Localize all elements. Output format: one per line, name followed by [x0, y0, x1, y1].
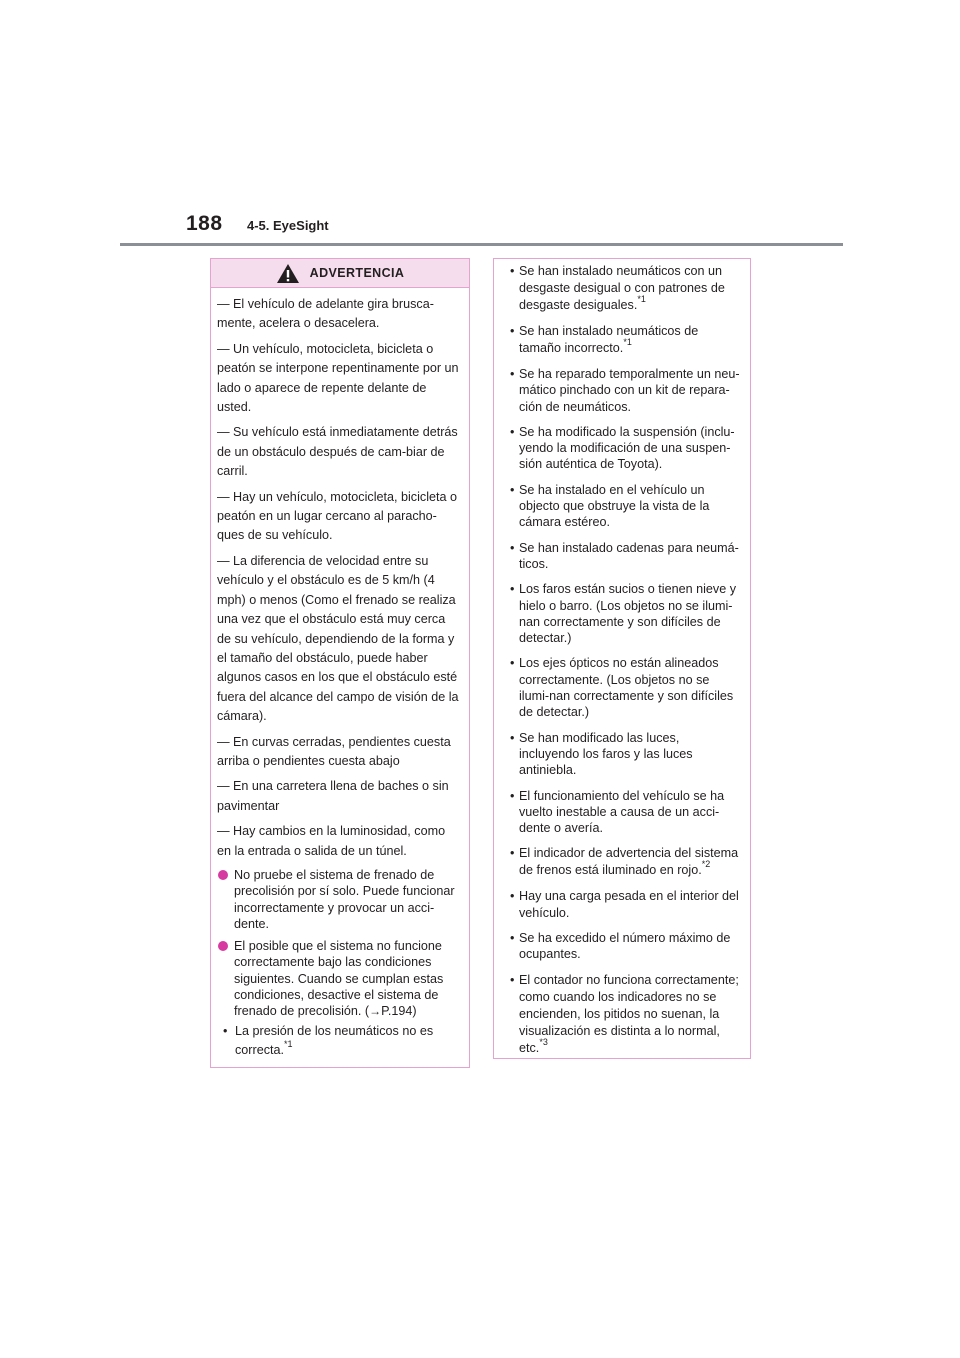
- list-item: [511, 482, 742, 531]
- bullet-mark: •: [223, 1023, 228, 1038]
- list-item: [511, 366, 742, 415]
- footnote-mark: *1: [623, 337, 632, 347]
- bullet-mark: •: [510, 324, 515, 338]
- dash-item: [217, 340, 461, 418]
- list-item-text: El contador no funciona correctamente; como cuando los indicadores no se encienden, los pitidos no suenan, la visualización es distinta a lo normal, etc.: [519, 972, 739, 1055]
- dash-item: [217, 295, 461, 334]
- dash-item: [217, 423, 461, 481]
- bullet-mark: •: [510, 931, 515, 946]
- bullet-item-text: La presión de los neumáticos no es correcta.: [235, 1023, 434, 1057]
- page-reference-link[interactable]: P.194): [381, 1004, 417, 1019]
- warning-title: ADVERTENCIA: [309, 266, 405, 280]
- dash-mark: —: [217, 489, 230, 504]
- pink-dot-icon: [218, 870, 228, 880]
- list-item: [511, 888, 742, 921]
- warning-box: [210, 258, 470, 1068]
- list-item: [511, 323, 742, 357]
- dash-mark: —: [217, 297, 230, 311]
- dash-item-text: Un vehículo, motocicleta, bicicleta o peatón se interpone repentinamente por un lado o aparece de repente delante de usted.: [217, 341, 459, 415]
- list-item-text: Hay una carga pesada en el interior del vehículo.: [519, 889, 739, 920]
- bullet-mark: •: [510, 482, 515, 497]
- arrow-right-icon: →: [369, 1004, 382, 1019]
- dash-item: [217, 488, 461, 546]
- conditions-list: [494, 259, 750, 1057]
- header-rule: [120, 243, 843, 246]
- bullet-mark: •: [510, 889, 515, 904]
- dash-mark: —: [217, 824, 230, 839]
- dash-mark: —: [217, 734, 230, 749]
- list-item-text: Los faros están sucios o tienen nieve y hielo o barro. (Los objetos no se ilumi-nan correctamente y son difíciles de detectar.): [519, 582, 737, 646]
- footnote-mark: *1: [284, 1038, 293, 1049]
- list-item-text: Se ha instalado en el vehículo un objecto que obstruye la vista de la cámara estéreo.: [519, 482, 710, 530]
- list-item-text: Se han modificado las luces, incluyendo los faros y las luces antiniebla.: [519, 730, 693, 778]
- footnote-mark: *2: [701, 859, 711, 870]
- dash-item: [217, 777, 461, 816]
- bullet-mark: •: [510, 788, 515, 803]
- dash-item: [217, 552, 461, 727]
- section-title: 4-5. EyeSight: [247, 218, 329, 233]
- bullet-mark: •: [510, 264, 515, 278]
- dot-item: [217, 938, 461, 1019]
- list-item: [511, 845, 742, 879]
- dash-item-text: En curvas cerradas, pendientes cuesta arriba o pendientes cuesta abajo: [217, 734, 451, 768]
- dash-mark: —: [217, 553, 230, 568]
- list-item: [511, 788, 742, 837]
- footnote-mark: *1: [637, 294, 646, 304]
- list-item: [511, 730, 742, 779]
- footnote-mark: *3: [539, 1036, 548, 1047]
- list-item-text: Se han instalado cadenas para neumá-ticos.: [519, 540, 739, 571]
- list-item-text: El indicador de advertencia del sistema de frenos está iluminado en rojo.: [519, 846, 739, 878]
- dash-item: [217, 733, 461, 772]
- conditions-box: [493, 258, 751, 1059]
- list-item-text: El funcionamiento del vehículo se ha vuelto inestable a causa de un acci-dente o avería.: [519, 788, 725, 836]
- list-item-text: Se han instalado neumáticos con un desgaste desigual o con patrones de desgaste desiguales.: [519, 264, 725, 312]
- dash-item-text: Hay un vehículo, motocicleta, bicicleta o peatón en un lugar cercano al paracho-ques de su vehículo.: [217, 489, 458, 543]
- warning-header: [211, 259, 469, 288]
- list-item: [511, 263, 742, 314]
- bullet-mark: •: [510, 972, 515, 987]
- list-item-text: Se ha modificado la suspensión (inclu-yendo la modificación de una suspen-sión auténtica de Toyota).: [519, 424, 735, 472]
- list-item-text: Se ha excedido el número máximo de ocupantes.: [519, 931, 731, 962]
- list-item-text: Se han instalado neumáticos de tamaño incorrecto.: [519, 324, 699, 355]
- page-number: 188: [186, 212, 223, 235]
- dash-item-text: La diferencia de velocidad entre su vehículo y el obstáculo es de 5 km/h (4 mph) o menos (Como el frenado se realiza una vez que el obstáculo está muy cerca de su vehículo, dependiendo de la forma y el tamaño del obstáculo, puede haber algunos casos en los que el obstáculo esté fuera del alcance del campo de visión de la cámara).: [217, 553, 459, 724]
- dash-mark: —: [217, 341, 230, 356]
- bullet-mark: •: [510, 656, 515, 671]
- dash-mark: —: [217, 779, 230, 794]
- dash-item-text: En una carretera llena de baches o sin pavimentar: [217, 779, 449, 813]
- warning-content: [211, 288, 469, 1060]
- dot-item-text: No pruebe el sistema de frenado de precolisión por sí solo. Puede funcionar incorrectamente y provocar un acci-dente.: [234, 867, 455, 931]
- list-item-text: Los ejes ópticos no están alineados correctamente. (Los objetos no se ilumi-nan correctamente y son difíciles de detectar.): [519, 656, 734, 720]
- dash-item-text: El vehículo de adelante gira brusca-mente, acelera o desacelera.: [217, 297, 434, 331]
- bullet-mark: •: [510, 846, 515, 861]
- bullet-mark: •: [510, 730, 515, 745]
- bullet-mark: •: [510, 424, 515, 439]
- bullet-mark: •: [510, 582, 515, 597]
- list-item: [511, 655, 742, 720]
- dash-mark: —: [217, 425, 230, 440]
- list-item: [511, 581, 742, 646]
- pink-dot-icon: [218, 941, 228, 951]
- dot-item-text: El posible que el sistema no funcione correctamente bajo las condiciones siguientes. Cuando se cumplan estas condiciones, desactive el sistema de frenado de precolisión. (: [234, 939, 444, 1019]
- dot-item: [217, 867, 461, 932]
- list-item: [511, 930, 742, 963]
- list-item: [511, 972, 742, 1057]
- bullet-mark: •: [510, 367, 515, 381]
- dash-item: [217, 822, 461, 861]
- dash-item-text: Hay cambios en la luminosidad, como en la entrada o salida de un túnel.: [217, 824, 446, 858]
- list-item: [511, 540, 742, 573]
- list-item-text: Se ha reparado temporalmente un neu-mático pinchado con un kit de repara-ción de neumáticos.: [519, 367, 740, 414]
- bullet-item: [217, 1022, 461, 1060]
- list-item: [511, 424, 742, 473]
- bullet-mark: •: [510, 540, 515, 555]
- warning-triangle-icon: [276, 263, 300, 284]
- dash-item-text: Su vehículo está inmediatamente detrás de un obstáculo después de cam-biar de carril.: [217, 425, 458, 479]
